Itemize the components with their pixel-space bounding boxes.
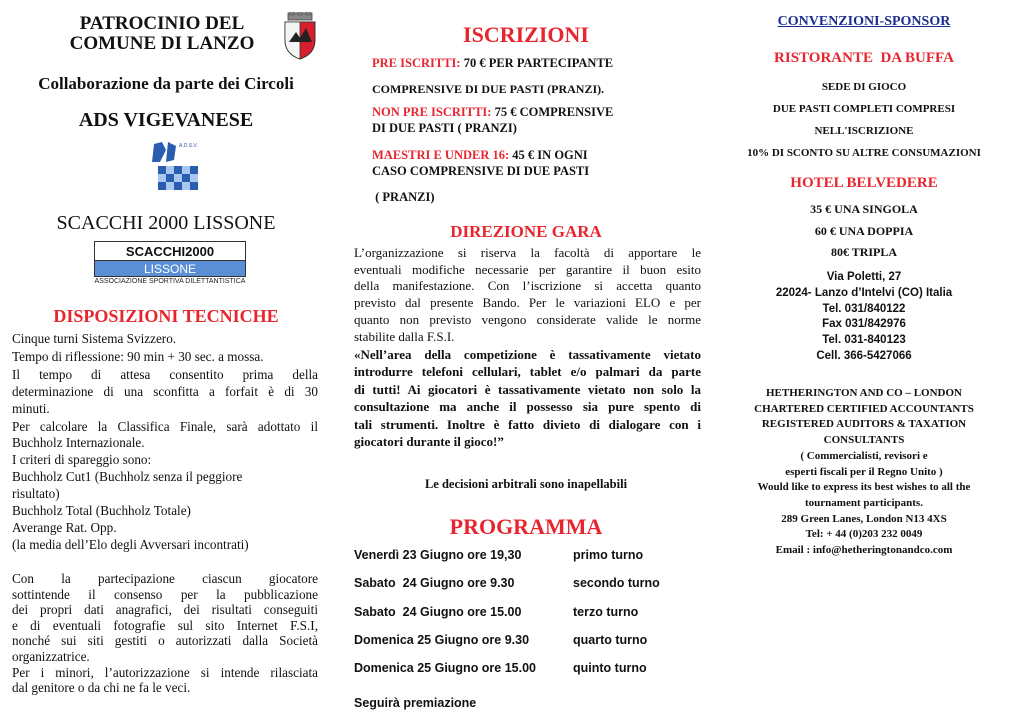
programma-what: quarto turno [573, 632, 648, 647]
disp-line: (la media dell’Elo degli Avversari incontrati) [12, 536, 249, 552]
middle-column [350, 0, 702, 724]
divieto-line: consultazione ma anche il possesso sia pure spento di [354, 399, 701, 415]
maestri-pranzi: ( PRANZI) [372, 190, 435, 204]
direzione-title: DIREZIONE GARA [450, 222, 602, 241]
address-line: Via Poletti, 27 [826, 271, 902, 283]
convenzioni-title: CONVENZIONI-SPONSOR [777, 14, 951, 29]
non-pre-iscritti-row [372, 105, 613, 120]
programma-when: Sabato 24 Giugno ore 15.00 [354, 604, 522, 619]
hotel-price-line: 80€ TRIPLA [830, 245, 898, 259]
disp-line: Buchholz Cut1 (Buchholz senza il peggiore [12, 469, 243, 485]
programma-when: Sabato 24 Giugno ore 9.30 [354, 576, 515, 591]
iscrizioni-title: ISCRIZIONI [463, 22, 589, 47]
maestri-price: 45 € IN OGNI [509, 148, 588, 162]
disp-line: Tempo di riflessione: 90 min + 30 sec. a mossa. [12, 348, 264, 364]
programma-when: Venerdì 23 Giugno ore 19,30 [354, 548, 522, 562]
hotel-address [712, 270, 1016, 365]
patrocinio-line2: COMUNE DI LANZO [69, 33, 255, 54]
scacchi-2000-logo [94, 241, 246, 285]
consent-line: organizzatrice. [12, 648, 90, 664]
non-pre-iscritti-price: 75 € COMPRENSIVE [491, 105, 614, 119]
premiazione-text: Seguirà premiazione [354, 696, 477, 710]
programma-list [354, 548, 702, 689]
sponsor-line: CONSULTANTS [823, 434, 905, 447]
programma-when: Domenica 25 Giugno ore 15.00 [354, 661, 537, 676]
sponsor-line: Would like to express its best wishes to all the [757, 481, 971, 494]
scacchi-logo-caption: ASSOCIAZIONE SPORTIVA DILETTANTISTICA [94, 278, 246, 285]
dir-line: quanto non previsto vengono considerate valide le norme [354, 311, 701, 327]
maestri-detail: CASO COMPRENSIVE DI DUE PASTI [372, 164, 590, 178]
address-line: Tel. 031/840122 [822, 302, 906, 315]
pre-iscritti-row [372, 56, 613, 71]
programma-row [354, 605, 702, 633]
pre-iscritti-label: PRE ISCRITTI: [372, 56, 461, 70]
sponsor-block [712, 386, 1016, 559]
consent-line: sottintende il consenso per la pubblicazione [12, 586, 318, 602]
disposizioni-body [12, 331, 318, 554]
ristorante-details [712, 76, 1016, 164]
programma-what: primo turno [573, 548, 644, 562]
divieto-body [354, 346, 701, 450]
disp-line: risultato) [12, 486, 60, 502]
programma-what: terzo turno [573, 604, 639, 619]
left-column [8, 0, 324, 724]
sponsor-line: tournament participants. [805, 496, 923, 509]
disp-line: Buchholz Total (Buchholz Totale) [12, 503, 191, 519]
ristorante-line: NELL'ISCRIZIONE [814, 125, 914, 137]
non-pre-iscritti-label: NON PRE ISCRITTI: [372, 105, 492, 119]
decisioni-text: Le decisioni arbitrali sono inapellabili [424, 477, 628, 491]
maestri-row [372, 148, 588, 163]
sponsor-line: Email : info@hetheringtonandco.com [775, 544, 953, 557]
address-line: Tel. 031-840123 [822, 334, 906, 347]
sponsor-line: ( Commercialisti, revisori e [800, 449, 928, 462]
scacchi-logo-top: SCACCHI2000 [94, 241, 246, 261]
sponsor-line: esperti fiscali per il Regno Unito ) [785, 465, 943, 478]
consent-line: dei propri dati anagrafici, dei risultati conseguiti [12, 602, 318, 618]
disp-line: minuti. [12, 400, 50, 416]
disposizioni-title: DISPOSIZIONI TECNICHE [53, 306, 279, 326]
disp-line: determinazione di una sconfitta a forfait è di 30 [12, 383, 318, 399]
ristorante-title: RISTORANTE DA BUFFA [774, 50, 954, 66]
ristorante-line: DUE PASTI COMPLETI COMPRESI [772, 103, 956, 115]
disp-line: Cinque turni Sistema Svizzero. [12, 331, 177, 346]
programma-what: quinto turno [573, 661, 647, 676]
ads-vigevanese-logo [148, 140, 204, 192]
ads-vigevanese-title: ADS VIGEVANESE [78, 109, 254, 131]
divieto-line: giocatori durante il gioco!” [354, 434, 504, 450]
ads-logo-caption: A.D.S.V. [179, 143, 198, 149]
consent-line: Con la partecipazione ciascun giocatore [12, 571, 318, 586]
ristorante-line: SEDE DI GIOCO [821, 81, 907, 93]
coat-of-arms-icon [280, 12, 320, 60]
programma-row [354, 576, 702, 604]
divieto-line: «Nell’area della competizione è tassativamente vietato [354, 347, 701, 362]
disp-line: Per calcolare la Classifica Finale, sarà adottato il [12, 418, 318, 434]
ristorante-line: 10% DI SCONTO SU ALTRE CONSUMAZIONI [747, 147, 981, 159]
dir-line: eventuali modifiche necessarie per garantire il buon esito [354, 261, 701, 277]
divieto-line: di tutti! Ai giocatori è tassativamente vietato non solo la [354, 381, 701, 397]
dir-line: previsto dal presente Bando. Per le variazioni ELO e per [354, 295, 701, 311]
direzione-body [354, 245, 701, 345]
programma-when: Domenica 25 Giugno ore 9.30 [354, 632, 530, 647]
programma-row [354, 633, 702, 661]
sponsor-line: 289 Green Lanes, London N13 4XS [781, 512, 947, 525]
programma-row [354, 548, 702, 576]
consenso-body [12, 571, 318, 696]
dir-line: della manifestazione. Con l’iscrizione si accetta quanto [354, 278, 701, 294]
dir-line: stabilite dalla F.S.I. [354, 328, 455, 344]
sponsor-line: REGISTERED AUDITORS & TAXATION [761, 418, 967, 431]
hotel-prices [712, 199, 1016, 264]
scacchi-2000-title: SCACCHI 2000 LISSONE [56, 212, 276, 234]
consent-line: dal genitore o da chi ne fa le veci. [12, 680, 191, 696]
divieto-line: introdurre telefoni cellulari, tablet e/o palmari da parte [354, 364, 701, 380]
disp-line: Buchholz Internazionale. [12, 435, 145, 451]
maestri-label: MAESTRI E UNDER 16: [372, 148, 510, 162]
collaborazione-text: Collaborazione da parte dei Circoli [38, 74, 294, 93]
divieto-line: tali strumenti. Inoltre è fatto divieto di dialogare con i [354, 416, 701, 432]
pre-iscritti-detail: COMPRENSIVE DI DUE PASTI (PRANZI). [372, 82, 605, 96]
consent-line: Per i minori, l’autorizzazione si intende rilasciata [12, 664, 318, 680]
programma-row [354, 661, 702, 689]
hotel-price-line: 35 € UNA SINGOLA [810, 202, 918, 216]
consent-line: e di eventuali fotografie sul sito Internet F.S.I, [12, 617, 318, 633]
hotel-price-line: 60 € UNA DOPPIA [814, 223, 914, 238]
programma-what: secondo turno [573, 576, 660, 591]
disp-line: Il tempo di attesa consentito prima della [12, 366, 318, 382]
hotel-title: HOTEL BELVEDERE [790, 175, 938, 191]
non-pre-iscritti-detail: DI DUE PASTI ( PRANZI) [372, 121, 517, 135]
address-line: Fax 031/842976 [822, 318, 906, 331]
right-column [712, 0, 1016, 724]
disp-line: I criteri di spareggio sono: [12, 452, 152, 468]
pre-iscritti-price: 70 € PER PARTECIPANTE [460, 56, 614, 70]
programma-title: PROGRAMMA [449, 514, 603, 539]
patrocinio-title [52, 14, 272, 54]
consent-line: nonché sui siti gestiti o autorizzati dalla Società [12, 633, 318, 649]
scacchi-logo-bottom: LISSONE [94, 261, 246, 277]
patrocinio-line1: PATROCINIO DEL [79, 13, 245, 34]
address-line: 22024- Lanzo d’Intelvi (CO) Italia [775, 286, 953, 299]
disp-line: Averange Rat. Opp. [12, 519, 117, 535]
sponsor-line: CHARTERED CERTIFIED ACCOUNTANTS [754, 402, 974, 415]
sponsor-line: HETHERINGTON AND CO – LONDON [766, 387, 962, 399]
address-line: Cell. 366-5427066 [816, 349, 912, 362]
sponsor-line: Tel: + 44 (0)203 232 0049 [805, 528, 923, 541]
dir-line: L’organizzazione si riserva la facoltà di apportare le [354, 245, 701, 260]
